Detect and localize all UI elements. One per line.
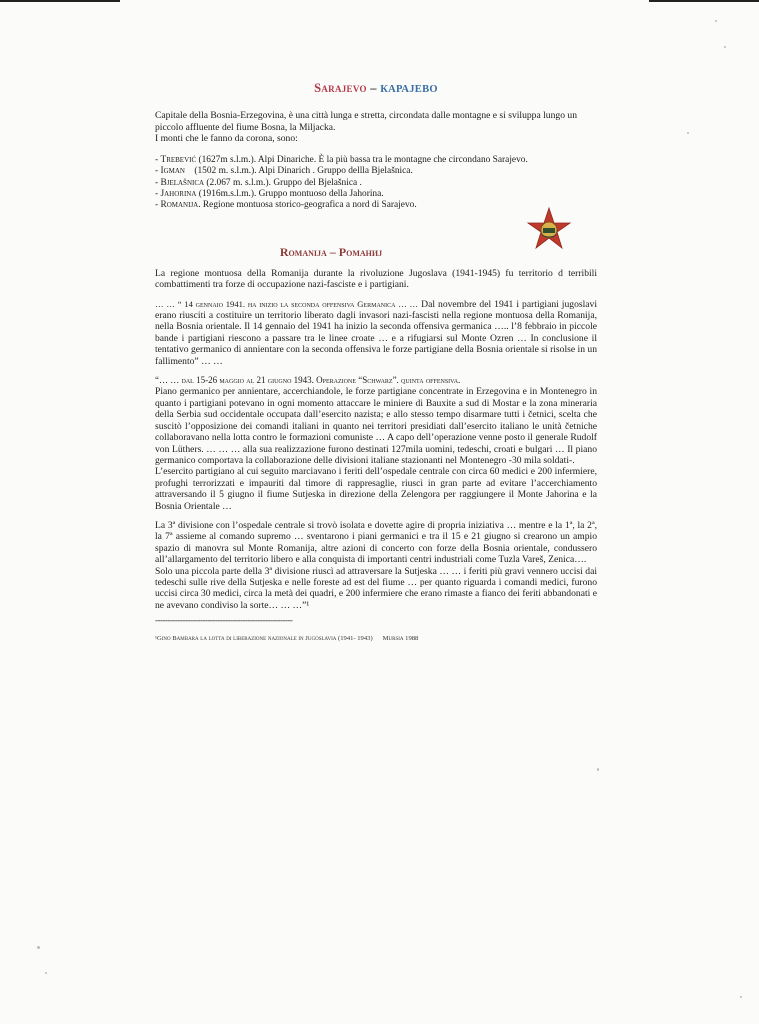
list-item: - Trebević (1627m s.l.m.). Alpi Dinariche. È la più bassa tra le montagne che circondano Sarajevo.: [155, 154, 528, 165]
mountain-name: Trebević: [160, 154, 197, 165]
mountain-desc: (2.067 m. s.l.m.). Gruppo del Bjelašnica .: [204, 177, 362, 188]
paragraph: Solo una piccola parte della 3ª divisione riuscì ad attraversare la Sutjeska … … i feriti più gravi vennero uccisi dai tedeschi sulle rive della Sutjeska e nelle foreste ad est del fiume … per quanto riguarda i comandi medici, furono uccisi circa 30 medici, circa la metà dei quadri, e 200 infermiere che erano rimaste a fianco dei feriti abbandonati e ne avevano condiviso la sorte… … …”¹: [155, 565, 597, 611]
mountain-desc: . Regione montuosa storico-geografica a nord di Sarajevo.: [198, 200, 417, 211]
paragraph: La 3ª divisione con l’ospedale centrale si trovò isolata e dovette agire di propria iniziativa … mentre e la 1ª, la 2ª, la 7ª assieme al comando supremo … sventarono i piani germanici e tra il 15 e 21 giugno si crearono un ampio spazio di manovra sul Monte Romanija, altre azioni di concerto con forze della Bosnia orientale, condussero all’allargamento del territorio libero e alla conquista di importanti centri industriali come Tuzla Vareš, Zenica….: [155, 519, 597, 566]
intro-line: Capitale della Bosnia-Erzegovina, è una città lunga e stretta, circondata dalle montagne e si sviluppa lungo un piccolo affluente del fiume Bosna, la Miljacka.: [155, 110, 577, 133]
section-title: Romanija – Романиј: [279, 244, 383, 259]
footnote-citation: ¹Gino Bambara la lotta di liberazione nazionale in Jugoslavia (1941- 1943): [155, 635, 373, 643]
paragraph: La regione montuosa della Romanija durante la rivoluzione Jugoslava (1941-1945) fu territorio d terribili combattimenti tra forze di occupazione nazi-fasciste e i partigiani.: [155, 267, 597, 291]
intro-block: [155, 110, 597, 145]
mountain-name: Bjelašnica: [160, 177, 205, 188]
scan-speck: [740, 996, 742, 998]
quote-block: [155, 520, 597, 611]
mountain-name: Jahorina: [160, 189, 197, 199]
page-title: [155, 80, 597, 98]
footnote-publisher: Mursia 1988: [382, 635, 419, 643]
mountain-name: Romanija: [160, 200, 199, 211]
scan-speck: [37, 946, 40, 949]
list-item: - Jahorina (1916m.s.l.m.). Gruppo montuoso della Jahorina.: [155, 189, 384, 199]
intro-line: I monti che le fanno da corona, sono:: [155, 133, 298, 145]
footnote: [155, 635, 597, 642]
list-item: - Igman (1502 m. s.l.m.). Alpi Dinarich . Gruppo dellla Bjelašnica.: [155, 166, 413, 177]
scan-edge: [0, 0, 759, 2]
list-item: - Romanija. Regione montuosa storico-geografica a nord di Sarajevo.: [155, 200, 417, 211]
quote-text: Dal novembre del 1941 i partigiani jugoslavi erano riusciti a costituire un territorio liberato dagli invasori nazi-fascisti nella regione montuosa della Romanija, nella Bosnia orientale. Il 14 gennaio del 1941 ha inizio la seconda offensiva germanica ….. l’8 febbraio in piccole bande i partigiani riescono a passare tra le linee croate … e a rifugiarsi sul Monte Ozren … In conclusione il tentativo germanico di annientare con la seconda offensiva le forze partigiane della Bosnia orientale si risolse in un fallimento” … …: [155, 298, 597, 367]
footnote-rule: -------------------------------------------------------: [155, 615, 293, 626]
quote-block: [155, 375, 597, 512]
paragraph: L’esercito partigiano al cui seguito marciavano i feriti dell’ospedale centrale con circa 60 medici e 200 infermiere, profughi terrorizzati e impauriti dal timore di rappresaglie, riuscì in gran parte ad evitare l’accerchiamento attraversando il 5 giugno il fiume Sutjeska in direzione della Zelengora per raggiungere il Monte Jahorina e la Bosnia Orientale …: [155, 466, 597, 512]
paragraph: [155, 299, 597, 367]
document-page: [155, 80, 597, 642]
scan-edge-left: [0, 0, 120, 2]
mountain-desc: (1916m.s.l.m.). Gruppo montuoso della Jahorina.: [196, 189, 384, 199]
mountain-list: [155, 155, 597, 212]
romanija-intro: [155, 268, 597, 291]
scan-speck: [687, 132, 689, 134]
scan-speck: [45, 972, 47, 974]
scan-edge-right: [649, 0, 759, 2]
mountain-desc: (1502 m. s.l.m.). Alpi Dinarich . Gruppo dellla Bjelašnica.: [184, 166, 413, 177]
scan-speck: [724, 46, 726, 48]
title-sarajevo: Sarajevo: [314, 81, 367, 95]
title-dash: –: [366, 81, 381, 95]
mountain-name: Igman: [160, 166, 185, 177]
quote-heading: … … “ 14 gennaio 1941. ha inizio la seconda offensiva Germanica … …: [155, 298, 419, 309]
quote-block: [155, 299, 597, 367]
star-emblem-icon: [526, 206, 572, 252]
scan-speck: [597, 768, 599, 771]
mountain-desc: (1627m s.l.m.). Alpi Dinariche. È la più bassa tra le montagne che circondano Sarajevo.: [196, 154, 528, 165]
romanija-heading: [155, 236, 597, 260]
list-item: - Bjelašnica (2.067 m. s.l.m.). Gruppo del Bjelašnica .: [155, 177, 362, 188]
scan-speck: [715, 20, 717, 22]
title-cyrillic: КАРАЈЕВО: [380, 84, 438, 95]
paragraph: Piano germanico per annientare, accerchiandole, le forze partigiane concentrate in Erzegovina e in Montenegro in quanto i partigiani potevano in ogni momento attaccare le miniere di Bauxite a sud di Mostar e la zona mineraria della Serbia sud occidentale occupata dall’esercito nazista; e allo stesso tempo disarmare tutti i četnici, scelta che suscitò l’opposizione dei comandi italiani in quanto nei territori presidiati dall’esercito italiano le unità četniche collaboravano nella lotta contro le formazioni comuniste … A capo dell’operazione venne posto il generale Rudolf von Lüthers. … … … alla sua realizzazione furono destinati 127mila uomini, tedeschi, croati e bulgari … Il piano germanico comportava la collaborazione delle divisioni italiane stazionanti nel Montenegro -30 mila soldati-.: [155, 386, 597, 466]
quote-heading: “… … dal 15-26 maggio al 21 giugno 1943. Operazione “Schwarz”. quinta offensiva.: [155, 375, 461, 386]
